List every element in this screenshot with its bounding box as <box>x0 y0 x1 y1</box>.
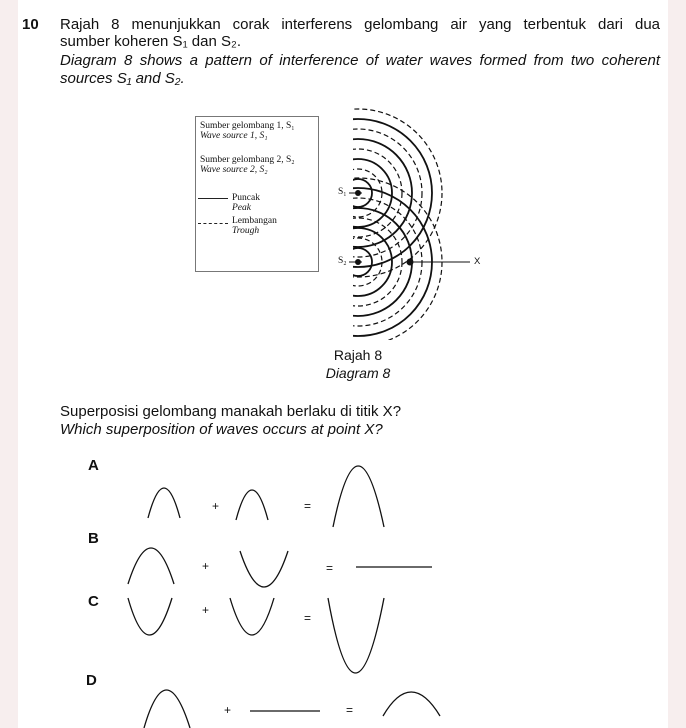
legend-source2-malay: Sumber gelombang 2, S₂ <box>200 155 295 165</box>
diagram-caption-english: Diagram 8 <box>325 365 391 381</box>
question-english-line2: sources S₁ and S₂. <box>60 70 185 87</box>
prompt-malay: Superposisi gelombang manakah berlaku di titik X? <box>60 403 402 420</box>
option-b-label[interactable]: B <box>88 530 99 547</box>
option-b-plus: + <box>202 559 210 573</box>
option-d-result <box>383 692 440 716</box>
option-d-label[interactable]: D <box>86 672 97 689</box>
option-d-plus: + <box>224 703 232 717</box>
legend-source2-english: Wave source 2, S₂ <box>200 165 268 175</box>
legend-source1-malay: Sumber gelombang 1, S₁ <box>200 121 295 131</box>
option-c-plus: + <box>202 603 210 617</box>
interference-diagram <box>18 0 668 728</box>
option-a-plus: + <box>212 499 220 513</box>
legend-crest-english: Peak <box>232 203 251 213</box>
label-s2: S₂ <box>338 256 347 266</box>
option-a-equals: = <box>304 499 312 513</box>
label-s1: S₁ <box>338 187 347 197</box>
legend-trough-english: Trough <box>232 226 260 236</box>
option-d-wave1 <box>144 690 190 728</box>
option-c-wave1 <box>128 598 172 635</box>
legend-crest-malay: Puncak <box>232 193 260 203</box>
question-number: 10 <box>22 16 39 33</box>
option-c-result <box>328 598 384 673</box>
option-a-label[interactable]: A <box>88 457 99 474</box>
option-a-wave1 <box>148 488 180 518</box>
question-malay-line2: sumber koheren S₁ dan S₂. <box>60 33 241 50</box>
point-x-dot <box>407 259 414 266</box>
option-b-wave2 <box>240 551 288 587</box>
legend-source1-english: Wave source 1, S₁ <box>200 131 268 141</box>
option-a-result <box>333 466 384 527</box>
diagram-caption-malay: Rajah 8 <box>333 347 383 363</box>
question-sheet <box>18 0 668 728</box>
option-c-wave2 <box>230 598 274 635</box>
option-b-equals: = <box>326 561 334 575</box>
label-x: X <box>474 256 481 267</box>
option-c-label[interactable]: C <box>88 593 99 610</box>
option-c-equals: = <box>304 611 312 625</box>
legend-trough-malay: Lembangan <box>232 216 277 226</box>
question-english-line1: Diagram 8 shows a pattern of interference of water waves formed from two coherent <box>60 52 660 69</box>
option-d-equals: = <box>346 703 354 717</box>
option-b-wave1 <box>128 548 174 584</box>
question-malay-line1: Rajah 8 menunjukkan corak interferens gelombang air yang terbentuk dari dua <box>60 16 660 33</box>
prompt-english: Which superposition of waves occurs at point X? <box>60 421 383 438</box>
option-a-wave2 <box>236 490 268 520</box>
